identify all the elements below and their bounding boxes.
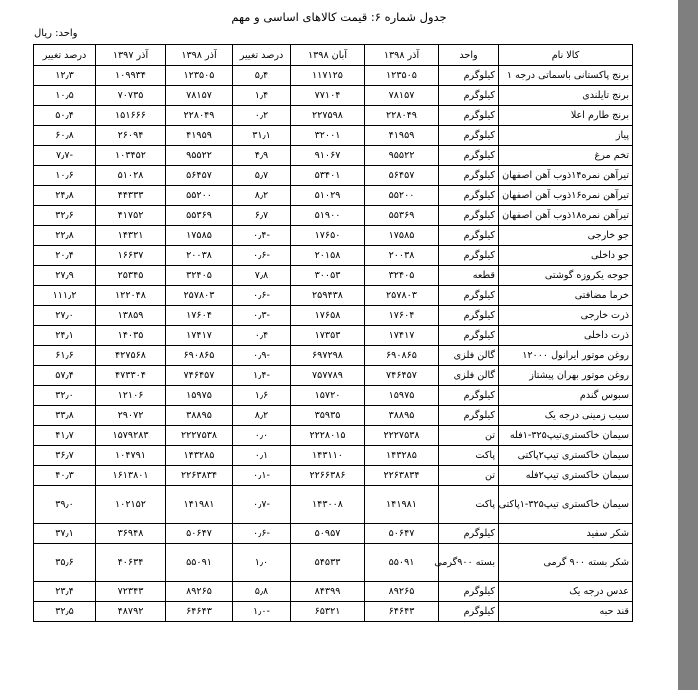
table-row: [34, 386, 633, 406]
table-row: [34, 246, 633, 266]
value-cell: -۰٫۷: [233, 486, 291, 524]
value-cell: ۸٫۲: [233, 406, 291, 426]
unit-cell: کیلوگرم: [439, 206, 499, 226]
value-cell: ۲۲۸۰۴۹: [166, 106, 233, 126]
value-cell: ۱۴۱۹۸۱: [166, 486, 233, 524]
value-cell: ۱٫۰: [233, 544, 291, 582]
item-name-cell: روغن موتور بهران پیشتاز: [499, 366, 633, 386]
unit-cell: کیلوگرم: [439, 226, 499, 246]
value-cell: ۲۰۱۵۸: [291, 246, 365, 266]
table-row: [34, 306, 633, 326]
item-name-cell: عدس درجه یک: [499, 582, 633, 602]
value-cell: ۵۰۶۴۷: [365, 524, 439, 544]
unit-cell: پاکت: [439, 446, 499, 466]
value-cell: ۵٫۸: [233, 582, 291, 602]
header-cell: آذر ۱۳۹۸: [166, 45, 233, 66]
table-row: [34, 226, 633, 246]
table-row: [34, 106, 633, 126]
unit-cell: کیلوگرم: [439, 524, 499, 544]
header-cell: کالا نام: [499, 45, 633, 66]
value-cell: ۳۸۸۹۵: [365, 406, 439, 426]
value-cell: ۵۴۵۳۳: [291, 544, 365, 582]
value-cell: ۱٫۶: [233, 386, 291, 406]
value-cell: ۳۶٫۷: [34, 446, 96, 466]
value-cell: ۱۴۳۲۸۵: [365, 446, 439, 466]
value-cell: ۵۵۲۰۰: [365, 186, 439, 206]
header-cell: آبان ۱۳۹۸: [291, 45, 365, 66]
value-cell: ۲۰۰۳۸: [166, 246, 233, 266]
value-cell: ۲۶۰۹۴: [96, 126, 166, 146]
value-cell: ۲۴٫۱: [34, 326, 96, 346]
value-cell: ۵۱۰۲۹: [291, 186, 365, 206]
value-cell: ۴۷۳۳۰۴: [96, 366, 166, 386]
unit-cell: کیلوگرم: [439, 146, 499, 166]
value-cell: ۵۶۴۵۷: [166, 166, 233, 186]
value-cell: ۱۵۷۲۰: [291, 386, 365, 406]
unit-cell: کیلوگرم: [439, 406, 499, 426]
value-cell: ۲۰۰۳۸: [365, 246, 439, 266]
value-cell: ۷٫۸: [233, 266, 291, 286]
value-cell: ۵۰٫۴: [34, 106, 96, 126]
value-cell: ۶۴۶۴۳: [365, 602, 439, 622]
item-name-cell: روغن موتور ایرانول ۱۲۰۰۰: [499, 346, 633, 366]
table-row: [34, 406, 633, 426]
item-name-cell: تیرآهن نمره۱۴ذوب آهن اصفهان: [499, 166, 633, 186]
item-name-cell: قند حبه: [499, 602, 633, 622]
unit-cell: کیلوگرم: [439, 66, 499, 86]
item-name-cell: جوجه یکروزه گوشتی: [499, 266, 633, 286]
value-cell: ۴۱۹۵۹: [166, 126, 233, 146]
unit-cell: تن: [439, 426, 499, 446]
value-cell: ۱۵۱۶۶۶: [96, 106, 166, 126]
price-table: [33, 44, 633, 622]
value-cell: -۰٫۶: [233, 246, 291, 266]
unit-cell: کیلوگرم: [439, 86, 499, 106]
value-cell: ۵۵۰۹۱: [166, 544, 233, 582]
unit-cell: کیلوگرم: [439, 186, 499, 206]
table-row: [34, 486, 633, 524]
value-cell: ۵۵۰۹۱: [365, 544, 439, 582]
value-cell: ۲۰٫۴: [34, 246, 96, 266]
value-cell: ۲۲۶۳۸۳۴: [166, 466, 233, 486]
value-cell: ۱۲۲۰۴۸: [96, 286, 166, 306]
value-cell: ۴۴۳۳۳: [96, 186, 166, 206]
table-row: [34, 186, 633, 206]
unit-cell: کیلوگرم: [439, 306, 499, 326]
value-cell: ۵٫۷: [233, 166, 291, 186]
item-name-cell: تخم مرغ: [499, 146, 633, 166]
table-row: [34, 446, 633, 466]
value-cell: ۳۳٫۸: [34, 406, 96, 426]
unit-cell: تن: [439, 466, 499, 486]
item-name-cell: جو داخلی: [499, 246, 633, 266]
value-cell: ۵۱۰۲۸: [96, 166, 166, 186]
value-cell: ۲۵۳۴۵: [96, 266, 166, 286]
unit-cell: کیلوگرم: [439, 126, 499, 146]
unit-cell: گالن فلزی: [439, 366, 499, 386]
value-cell: ۳۵۹۳۵: [291, 406, 365, 426]
value-cell: ۸۹۲۶۵: [365, 582, 439, 602]
value-cell: ۶۱٫۶: [34, 346, 96, 366]
header-cell: واحد: [439, 45, 499, 66]
unit-cell: بسته ۹۰۰گرمی: [439, 544, 499, 582]
value-cell: ۱۰۹۹۳۴: [96, 66, 166, 86]
value-cell: ۴۱٫۷: [34, 426, 96, 446]
value-cell: ۶۰٫۸: [34, 126, 96, 146]
value-cell: ۱۷۶۵۸: [291, 306, 365, 326]
value-cell: ۱۷۴۱۷: [166, 326, 233, 346]
value-cell: ۵۵۲۰۰: [166, 186, 233, 206]
item-name-cell: سبوس گندم: [499, 386, 633, 406]
table-row: [34, 126, 633, 146]
value-cell: ۶۹۰۸۶۵: [166, 346, 233, 366]
value-cell: ۱۵۹۷۵: [166, 386, 233, 406]
item-name-cell: ذرت خارجی: [499, 306, 633, 326]
value-cell: ۱۷۳۵۳: [291, 326, 365, 346]
value-cell: ۶۴۶۴۳: [166, 602, 233, 622]
value-cell: ۲۲۸۰۴۹: [365, 106, 439, 126]
value-cell: -۱٫۰: [233, 602, 291, 622]
item-name-cell: سیب زمینی درجه یک: [499, 406, 633, 426]
value-cell: ۱۰۳۴۵۲: [96, 146, 166, 166]
value-cell: ۶۵۳۲۱: [291, 602, 365, 622]
value-cell: ۱۰۲۱۵۲: [96, 486, 166, 524]
value-cell: -۷٫۷: [34, 146, 96, 166]
header-cell: آذر ۱۳۹۸: [365, 45, 439, 66]
value-cell: ۱۶۱۳۸۰۱: [96, 466, 166, 486]
value-cell: ۶۹۷۲۹۸: [291, 346, 365, 366]
item-name-cell: سیمان خاکستری تیپ۲فله: [499, 466, 633, 486]
value-cell: -۰٫۳: [233, 306, 291, 326]
value-cell: ۲۵۷۸۰۳: [365, 286, 439, 306]
item-name-cell: سیمان خاکستری تیپ۳۲۵-۱پاکتی: [499, 486, 633, 524]
value-cell: ۷۴۶۴۵۷: [365, 366, 439, 386]
value-cell: ۲۲۷۵۹۸: [291, 106, 365, 126]
value-cell: ۷۰۷۳۵: [96, 86, 166, 106]
value-cell: ۸٫۲: [233, 186, 291, 206]
table-row: [34, 544, 633, 582]
value-cell: ۲۹۰۷۲: [96, 406, 166, 426]
value-cell: ۳۲٫۰: [34, 386, 96, 406]
value-cell: ۳۲۴۰۵: [365, 266, 439, 286]
item-name-cell: سیمان خاکستری تیپ۲پاکتی: [499, 446, 633, 466]
value-cell: ۲۴٫۸: [34, 186, 96, 206]
table-row: [34, 346, 633, 366]
scrollbar-track[interactable]: [678, 0, 698, 690]
value-cell: ۱۵۹۷۵: [365, 386, 439, 406]
value-cell: ۱۷۶۰۴: [166, 306, 233, 326]
item-name-cell: برنج تایلندی: [499, 86, 633, 106]
value-cell: ۲۲۲۷۵۳۸: [365, 426, 439, 446]
value-cell: ۵۰۶۴۷: [166, 524, 233, 544]
unit-cell: پاکت: [439, 486, 499, 524]
value-cell: ۳۲۰۰۱: [291, 126, 365, 146]
value-cell: ۸۴۳۹۹: [291, 582, 365, 602]
item-name-cell: تیرآهن نمره۱۶ذوب آهن اصفهان: [499, 186, 633, 206]
value-cell: ۴۱۹۵۹: [365, 126, 439, 146]
value-cell: ۷۵۷۷۸۹: [291, 366, 365, 386]
table-row: [34, 66, 633, 86]
item-name-cell: شکر سفید: [499, 524, 633, 544]
value-cell: ۲۲۶۶۳۸۶: [291, 466, 365, 486]
value-cell: ۲۲۲۷۵۳۸: [166, 426, 233, 446]
value-cell: ۵۳۴۰۱: [291, 166, 365, 186]
unit-cell: کیلوگرم: [439, 386, 499, 406]
value-cell: ۵٫۴: [233, 66, 291, 86]
value-cell: ۴۱۷۵۲: [96, 206, 166, 226]
table-row: [34, 466, 633, 486]
value-cell: ۱۲۱۰۶: [96, 386, 166, 406]
value-cell: ۲۷٫۰: [34, 306, 96, 326]
value-cell: ۱۷۶۰۴: [365, 306, 439, 326]
value-cell: ۱۷۵۸۵: [365, 226, 439, 246]
unit-cell: کیلوگرم: [439, 166, 499, 186]
value-cell: ۷۸۱۵۷: [166, 86, 233, 106]
table-row: [34, 366, 633, 386]
table-row: [34, 582, 633, 602]
value-cell: ۳۲۴۰۵: [166, 266, 233, 286]
item-name-cell: ذرت داخلی: [499, 326, 633, 346]
value-cell: ۴۰٫۳: [34, 466, 96, 486]
value-cell: ۱۲۳۵۰۵: [365, 66, 439, 86]
value-cell: ۰٫۲: [233, 106, 291, 126]
value-cell: ۱۷۶۵۰: [291, 226, 365, 246]
value-cell: ۰٫۱: [233, 446, 291, 466]
value-cell: ۳۲٫۶: [34, 206, 96, 226]
value-cell: ۳۱٫۱: [233, 126, 291, 146]
value-cell: ۹۵۵۲۲: [365, 146, 439, 166]
item-name-cell: پیاز: [499, 126, 633, 146]
value-cell: ۱۴۳۱۱۰: [291, 446, 365, 466]
header-cell: درصد تغییر: [34, 45, 96, 66]
table-row: [34, 86, 633, 106]
value-cell: ۵۵۳۶۹: [365, 206, 439, 226]
unit-cell: کیلوگرم: [439, 602, 499, 622]
value-cell: -۰٫۱: [233, 466, 291, 486]
value-cell: -۰٫۶: [233, 524, 291, 544]
value-cell: ۳۶۹۴۸: [96, 524, 166, 544]
table-row: [34, 146, 633, 166]
item-name-cell: خرما مضافتی: [499, 286, 633, 306]
item-name-cell: جو خارجی: [499, 226, 633, 246]
unit-note: واحد: ریال: [34, 28, 78, 39]
value-cell: ۷۴۶۴۵۷: [166, 366, 233, 386]
value-cell: ۴۲۷۵۶۸: [96, 346, 166, 366]
unit-cell: کیلوگرم: [439, 326, 499, 346]
table-row: [34, 266, 633, 286]
value-cell: -۰٫۴: [233, 226, 291, 246]
table-row: [34, 426, 633, 446]
header-cell: آذر ۱۳۹۷: [96, 45, 166, 66]
table-row: [34, 602, 633, 622]
value-cell: ۶٫۷: [233, 206, 291, 226]
table-row: [34, 166, 633, 186]
value-cell: ۱۳۸۵۹: [96, 306, 166, 326]
value-cell: ۷۲۳۴۳: [96, 582, 166, 602]
unit-cell: کیلوگرم: [439, 582, 499, 602]
value-cell: ۵۵۳۶۹: [166, 206, 233, 226]
value-cell: ۷۸۱۵۷: [365, 86, 439, 106]
unit-cell: گالن فلزی: [439, 346, 499, 366]
table-row: [34, 524, 633, 544]
value-cell: ۱۴۳۲۸۵: [166, 446, 233, 466]
value-cell: ۲۷٫۹: [34, 266, 96, 286]
value-cell: ۳۹٫۰: [34, 486, 96, 524]
value-cell: ۴٫۹: [233, 146, 291, 166]
table-row: [34, 206, 633, 226]
table-title: جدول شماره ۶: قیمت کالاهای اساسی و مهم: [231, 10, 447, 24]
item-name-cell: برنج پاکستانی باسماتی درجه ۱: [499, 66, 633, 86]
header-row: [34, 45, 633, 66]
value-cell: ۷۷۱۰۴: [291, 86, 365, 106]
value-cell: ۱۰۴۷۹۱: [96, 446, 166, 466]
value-cell: ۱۴۰۳۵: [96, 326, 166, 346]
value-cell: ۱۶۶۳۷: [96, 246, 166, 266]
value-cell: ۲۵۷۸۰۳: [166, 286, 233, 306]
unit-cell: قطعه: [439, 266, 499, 286]
value-cell: ۲۲٫۸: [34, 226, 96, 246]
value-cell: ۵۱۹۰۰: [291, 206, 365, 226]
value-cell: ۳۲٫۵: [34, 602, 96, 622]
value-cell: ۱۱۱٫۲: [34, 286, 96, 306]
value-cell: ۳۰۰۵۳: [291, 266, 365, 286]
value-cell: ۲۳٫۴: [34, 582, 96, 602]
value-cell: ۳۵٫۶: [34, 544, 96, 582]
table-row: [34, 326, 633, 346]
item-name-cell: سیمان خاکستری‌تیپ۳۲۵-۱فله: [499, 426, 633, 446]
value-cell: ۹۱۰۶۷: [291, 146, 365, 166]
unit-cell: کیلوگرم: [439, 246, 499, 266]
value-cell: -۱٫۴: [233, 366, 291, 386]
header-cell: درصد تغییر: [233, 45, 291, 66]
item-name-cell: شکر بسته ۹۰۰ گرمی: [499, 544, 633, 582]
value-cell: ۱۲۳۵۰۵: [166, 66, 233, 86]
value-cell: ۲۲۶۳۸۳۴: [365, 466, 439, 486]
value-cell: ۴۸۷۹۲: [96, 602, 166, 622]
value-cell: ۳۷٫۱: [34, 524, 96, 544]
value-cell: -۰٫۹: [233, 346, 291, 366]
value-cell: ۶۹۰۸۶۵: [365, 346, 439, 366]
value-cell: ۳۸۸۹۵: [166, 406, 233, 426]
value-cell: ۱۱۷۱۲۵: [291, 66, 365, 86]
value-cell: ۱۵۷۹۲۸۳: [96, 426, 166, 446]
value-cell: ۱۴۱۹۸۱: [365, 486, 439, 524]
value-cell: ۱۲٫۳: [34, 66, 96, 86]
item-name-cell: تیرآهن نمره۱۸ذوب آهن اصفهان: [499, 206, 633, 226]
value-cell: ۸۹۲۶۵: [166, 582, 233, 602]
value-cell: ۴۰۶۳۴: [96, 544, 166, 582]
value-cell: ۵۰۹۵۷: [291, 524, 365, 544]
item-name-cell: برنج طارم اعلا: [499, 106, 633, 126]
value-cell: ۱٫۴: [233, 86, 291, 106]
value-cell: ۹۵۵۲۲: [166, 146, 233, 166]
value-cell: ۲۵۹۴۳۸: [291, 286, 365, 306]
value-cell: -۰٫۶: [233, 286, 291, 306]
value-cell: ۱۰٫۶: [34, 166, 96, 186]
value-cell: ۱۴۳۲۱: [96, 226, 166, 246]
value-cell: ۵۷٫۴: [34, 366, 96, 386]
unit-cell: کیلوگرم: [439, 106, 499, 126]
table-row: [34, 286, 633, 306]
value-cell: ۱۰٫۵: [34, 86, 96, 106]
unit-cell: کیلوگرم: [439, 286, 499, 306]
value-cell: ۰٫۴: [233, 326, 291, 346]
value-cell: ۱۷۵۸۵: [166, 226, 233, 246]
value-cell: ۱۷۴۱۷: [365, 326, 439, 346]
value-cell: ۲۲۲۸۰۱۵: [291, 426, 365, 446]
value-cell: ۱۴۳۰۰۸: [291, 486, 365, 524]
value-cell: ۰٫۰: [233, 426, 291, 446]
value-cell: ۵۶۴۵۷: [365, 166, 439, 186]
